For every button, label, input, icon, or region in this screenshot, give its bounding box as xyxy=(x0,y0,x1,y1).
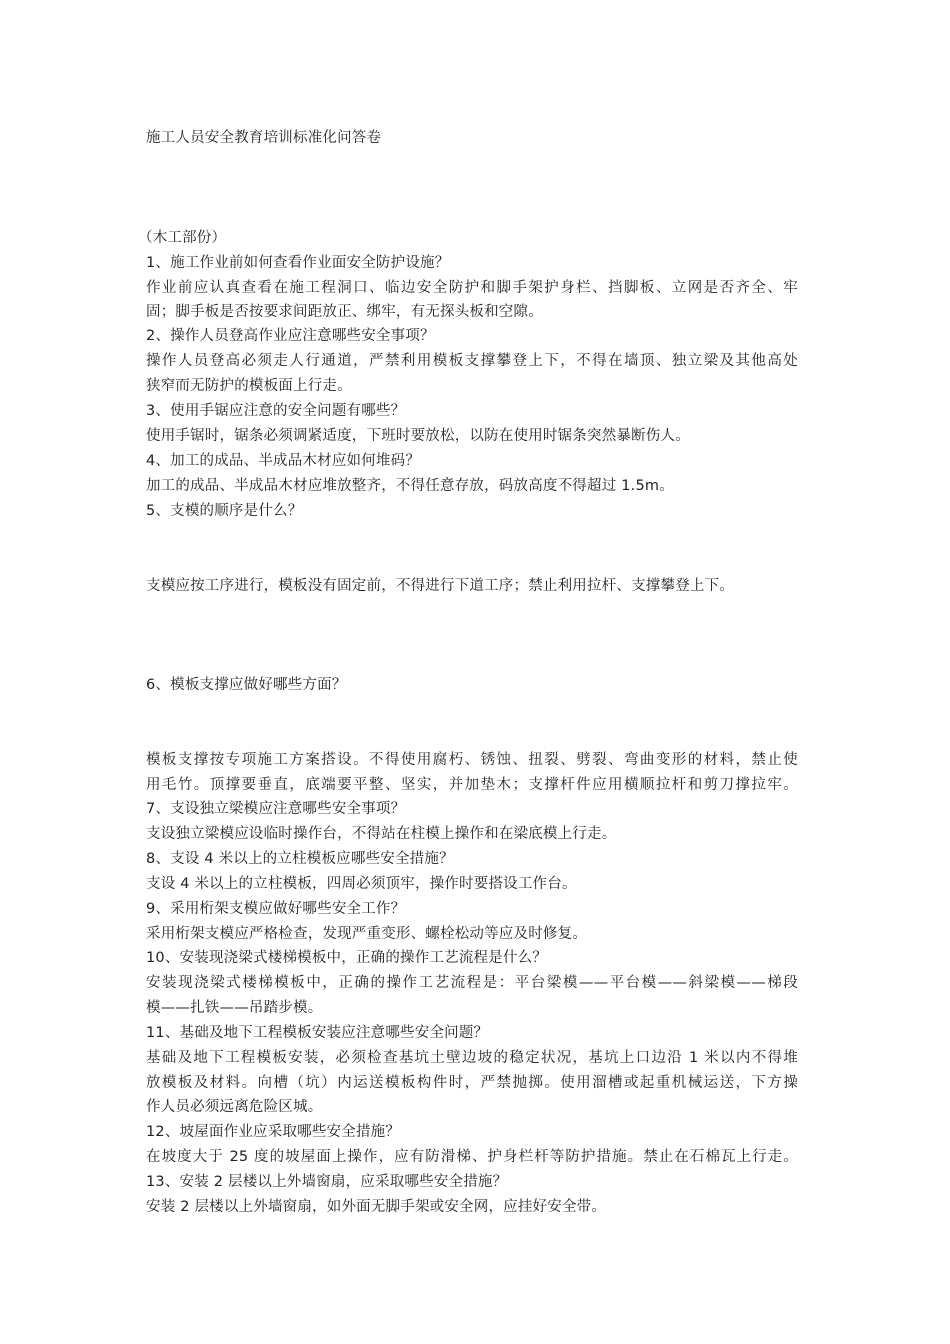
question-9: 9、采用桁架支模应做好哪些安全工作？ xyxy=(146,901,406,917)
question-3: 3、使用手锯应注意的安全问题有哪些？ xyxy=(146,403,406,419)
answer-1-line-2: 固；脚手板是否按要求间距放正、绑牢，有无探头板和空隙。 xyxy=(146,304,543,320)
question-6: 6、模板支撑应做好哪些方面？ xyxy=(146,677,347,693)
section-heading: （木工部份） xyxy=(138,230,227,246)
question-5: 5、支模的顺序是什么？ xyxy=(146,503,303,519)
answer-11-line-1: 基础及地下工程模板安装，必须检查基坑土壁边坡的稳定状况，基坑上口边沿 1 米以内不得堆 xyxy=(146,1050,798,1066)
answer-13: 安装 2 层楼以上外墙窗扇，如外面无脚手架或安全网，应挂好安全带。 xyxy=(146,1199,607,1215)
answer-6-line-1: 模板支撑按专项施工方案搭设。不得使用腐朽、锈蚀、扭裂、劈裂、弯曲变形的材料，禁止使 xyxy=(146,752,798,768)
question-10: 10、安装现浇梁式楼梯模板中，正确的操作工艺流程是什么？ xyxy=(146,950,548,966)
answer-12: 在坡度大于 25 度的坡屋面上操作，应有防滑梯、护身栏杆等防护措施。禁止在石棉瓦上行走。 xyxy=(146,1149,798,1165)
answer-11-line-3: 作人员必须远离危险区城。 xyxy=(146,1099,323,1115)
question-1: 1、施工作业前如何查看作业面安全防护设施？ xyxy=(146,255,450,271)
answer-9: 采用桁架支模应严格检查，发现严重变形、螺栓松动等应及时修复。 xyxy=(146,926,587,942)
answer-6-line-2: 用毛竹。顶撑要垂直，底端要平整、坚实，并加垫木；支撑杆件应用横顺拉杆和剪刀撑拉牢。 xyxy=(146,777,798,793)
answer-10-line-1: 安装现浇梁式楼梯模板中，正确的操作工艺流程是：平台梁模——平台模——斜梁模——梯段 xyxy=(146,975,798,991)
answer-1-line-1: 作业前应认真查看在施工程洞口、临边安全防护和脚手架护身栏、挡脚板、立网是否齐全、牢 xyxy=(146,280,798,296)
question-4: 4、加工的成品、半成品木材应如何堆码？ xyxy=(146,453,421,469)
question-12: 12、坡屋面作业应采取哪些安全措施？ xyxy=(146,1124,401,1140)
question-8: 8、支设 4 米以上的立柱模板应哪些安全措施？ xyxy=(146,851,454,867)
answer-11-line-2: 放模板及材料。向槽（坑）内运送模板构件时，严禁抛掷。使用溜槽或起重机械运送，下方操 xyxy=(146,1075,798,1091)
question-11: 11、基础及地下工程模板安装应注意哪些安全问题？ xyxy=(146,1025,489,1041)
answer-7: 支设独立梁模应设临时操作台，不得站在柱模上操作和在梁底模上行走。 xyxy=(146,826,617,842)
answer-8: 支设 4 米以上的立柱模板，四周必须顶牢，操作时要搭设工作台。 xyxy=(146,876,577,892)
answer-2-line-2: 狭窄而无防护的模板面上行走。 xyxy=(146,378,352,394)
answer-3: 使用手锯时，锯条必须调紧适度，下班时要放松，以防在使用时锯条突然暴断伤人。 xyxy=(146,428,690,444)
question-2: 2、操作人员登高作业应注意哪些安全事项？ xyxy=(146,328,435,344)
answer-10-line-2: 模——扎铁——吊踏步模。 xyxy=(146,1000,323,1016)
question-13: 13、安装 2 层楼以上外墙窗扇，应采取哪些安全措施？ xyxy=(146,1174,508,1190)
question-7: 7、支设独立梁模应注意哪些安全事项？ xyxy=(146,801,406,817)
answer-2-line-1: 操作人员登高必须走人行通道，严禁利用模板支撑攀登上下，不得在墙顶、独立梁及其他高处 xyxy=(146,353,798,369)
answer-5: 支模应按工序进行，模板没有固定前，不得进行下道工序；禁止利用拉杆、支撑攀登上下。 xyxy=(146,578,734,594)
document-title: 施工人员安全教育培训标准化问答卷 xyxy=(146,130,382,146)
answer-4: 加工的成品、半成品木材应堆放整齐，不得任意存放，码放高度不得超过 1.5m。 xyxy=(146,478,674,494)
